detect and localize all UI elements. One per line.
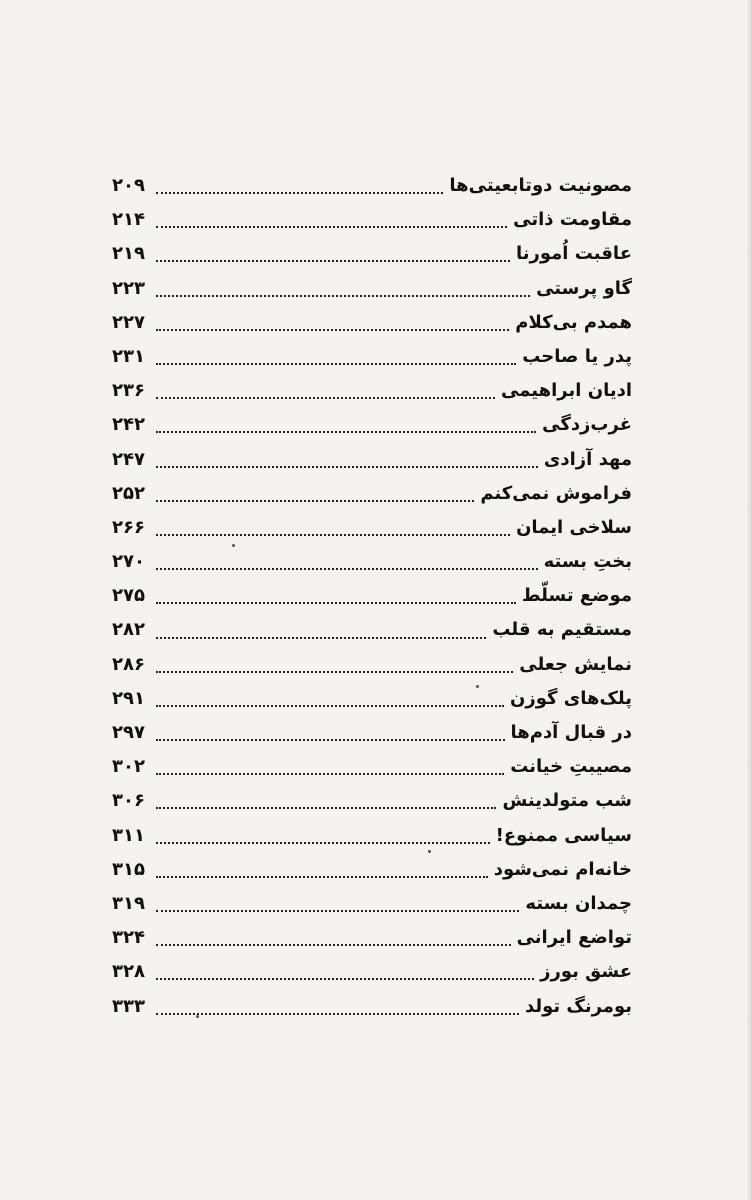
dot-leader xyxy=(156,910,519,912)
toc-entry xyxy=(112,750,632,784)
dot-leader xyxy=(156,568,538,570)
toc-entry-title: موضع تسلّط xyxy=(521,585,632,607)
dot-leader xyxy=(156,226,507,228)
toc-entry xyxy=(112,374,632,408)
paper-speck xyxy=(232,544,235,547)
toc-entry-page-number: ۲۵۲ xyxy=(112,482,145,504)
toc-entry-title: بومرنگ تولد xyxy=(524,995,632,1017)
toc-entry-page-number: ۲۸۶ xyxy=(112,653,145,675)
dot-leader xyxy=(156,773,504,775)
dot-leader xyxy=(156,739,505,741)
dot-leader xyxy=(156,466,538,468)
dot-leader xyxy=(156,431,536,433)
paper-speck xyxy=(476,685,479,688)
paper-speck xyxy=(428,850,431,853)
toc-entry-title: عاقبت اُمورنا xyxy=(516,243,632,265)
toc-entry-page-number: ۲۷۵ xyxy=(112,585,145,607)
toc-entry xyxy=(112,613,632,647)
toc-entry-page-number: ۲۸۲ xyxy=(112,619,145,641)
toc-entry-page-number: ۲۹۱ xyxy=(112,687,145,709)
toc-entry-title: پدر یا صاحب xyxy=(522,345,632,367)
dot-leader xyxy=(156,807,496,809)
toc-entry-title: مهد آزادی xyxy=(543,448,632,470)
toc-entry xyxy=(112,921,632,955)
toc-entry xyxy=(112,272,632,306)
toc-entry-title: چمدان بسته xyxy=(525,892,632,914)
dot-leader xyxy=(156,671,513,673)
toc-entry xyxy=(112,237,632,271)
toc-entry xyxy=(112,477,632,511)
toc-entry-page-number: ۲۴۷ xyxy=(112,448,145,470)
toc-entry-page-number: ۳۳۳ xyxy=(112,995,145,1017)
page-edge-shadow xyxy=(746,0,752,1200)
toc-entry-page-number: ۲۳۱ xyxy=(112,345,145,367)
toc-entry-page-number: ۲۲۳ xyxy=(112,277,145,299)
toc-entry-page-number: ۳۲۸ xyxy=(112,961,145,983)
dot-leader xyxy=(156,329,509,331)
toc-entry xyxy=(112,784,632,818)
toc-entry xyxy=(112,306,632,340)
toc-entry-title: مقاومت ذاتی xyxy=(513,209,632,231)
toc-entry-title: مستقیم به قلب xyxy=(492,619,632,641)
dot-leader xyxy=(156,876,488,878)
dot-leader xyxy=(156,500,474,502)
toc-entry-page-number: ۳۱۵ xyxy=(112,858,145,880)
toc-entry-title: خانه‌ام نمی‌شود xyxy=(493,858,632,880)
toc-entry-title: مصیبتِ خیانت xyxy=(510,756,632,778)
toc-entry-title: تواضع ایرانی xyxy=(516,927,632,949)
toc-entry-title: سیاسی ممنوع! xyxy=(495,824,632,846)
toc-entry-title: گاو پرستی xyxy=(536,277,632,299)
dot-leader xyxy=(156,944,511,946)
toc-entry-title: پلک‌های گوزن xyxy=(509,687,632,709)
dot-leader xyxy=(156,534,510,536)
toc-entry-title: سلاخی ایمان xyxy=(516,516,632,538)
toc-entry-title: مصونیت دوتابعیتی‌ها xyxy=(449,175,632,196)
table-of-contents xyxy=(112,169,632,1024)
toc-entry xyxy=(112,408,632,442)
dot-leader xyxy=(156,602,516,604)
toc-entry-title: همدم بی‌کلام xyxy=(515,311,632,333)
dot-leader xyxy=(156,260,510,262)
toc-entry-title: غرب‌زدگی xyxy=(542,414,632,436)
toc-entry-page-number: ۲۹۷ xyxy=(112,722,145,743)
toc-entry-page-number: ۲۴۲ xyxy=(112,414,145,436)
toc-entry-title: بختِ بسته xyxy=(543,551,632,573)
toc-entry-page-number: ۳۰۲ xyxy=(112,756,145,778)
paper-speck xyxy=(196,1015,199,1018)
dot-leader xyxy=(156,705,504,707)
toc-entry xyxy=(112,545,632,579)
toc-entry-page-number: ۲۳۶ xyxy=(112,380,145,402)
dot-leader xyxy=(156,637,486,639)
toc-entry xyxy=(112,511,632,545)
dot-leader xyxy=(156,978,534,980)
toc-entry-page-number: ۲۷۰ xyxy=(112,551,145,573)
toc-entry-page-number: ۲۰۹ xyxy=(112,175,145,196)
toc-entry xyxy=(112,990,632,1024)
dot-leader xyxy=(156,363,516,365)
toc-entry xyxy=(112,169,632,203)
dot-leader xyxy=(156,842,490,844)
toc-entry-page-number: ۳۲۴ xyxy=(112,927,145,949)
toc-entry-page-number: ۲۱۹ xyxy=(112,243,145,265)
toc-entry-page-number: ۳۱۱ xyxy=(112,824,145,846)
toc-entry-title: نمایش جعلی xyxy=(519,653,632,675)
dot-leader xyxy=(156,192,443,194)
dot-leader xyxy=(156,295,530,297)
toc-entry-title: فراموش نمی‌کنم xyxy=(480,482,632,504)
toc-entry xyxy=(112,819,632,853)
toc-entry xyxy=(112,443,632,477)
toc-entry xyxy=(112,887,632,921)
toc-entry xyxy=(112,682,632,716)
toc-entry-page-number: ۳۰۶ xyxy=(112,790,145,812)
dot-leader xyxy=(156,1013,519,1015)
toc-entry-title: عشق بورز xyxy=(540,961,632,983)
toc-entry-page-number: ۲۲۷ xyxy=(112,311,145,333)
dot-leader xyxy=(156,397,495,399)
toc-entry xyxy=(112,648,632,682)
toc-entry-title: در قبال آدم‌ها xyxy=(510,722,632,743)
toc-entry xyxy=(112,579,632,613)
toc-entry-title: شب متولدینش xyxy=(502,790,632,812)
toc-entry-page-number: ۳۱۹ xyxy=(112,892,145,914)
toc-entry xyxy=(112,203,632,237)
toc-entry xyxy=(112,955,632,989)
toc-entry xyxy=(112,716,632,750)
toc-entry-title: ادیان ابراهیمی xyxy=(501,380,632,402)
toc-entry-page-number: ۲۶۶ xyxy=(112,516,145,538)
toc-entry xyxy=(112,853,632,887)
toc-entry xyxy=(112,340,632,374)
toc-entry-page-number: ۲۱۴ xyxy=(112,209,145,231)
